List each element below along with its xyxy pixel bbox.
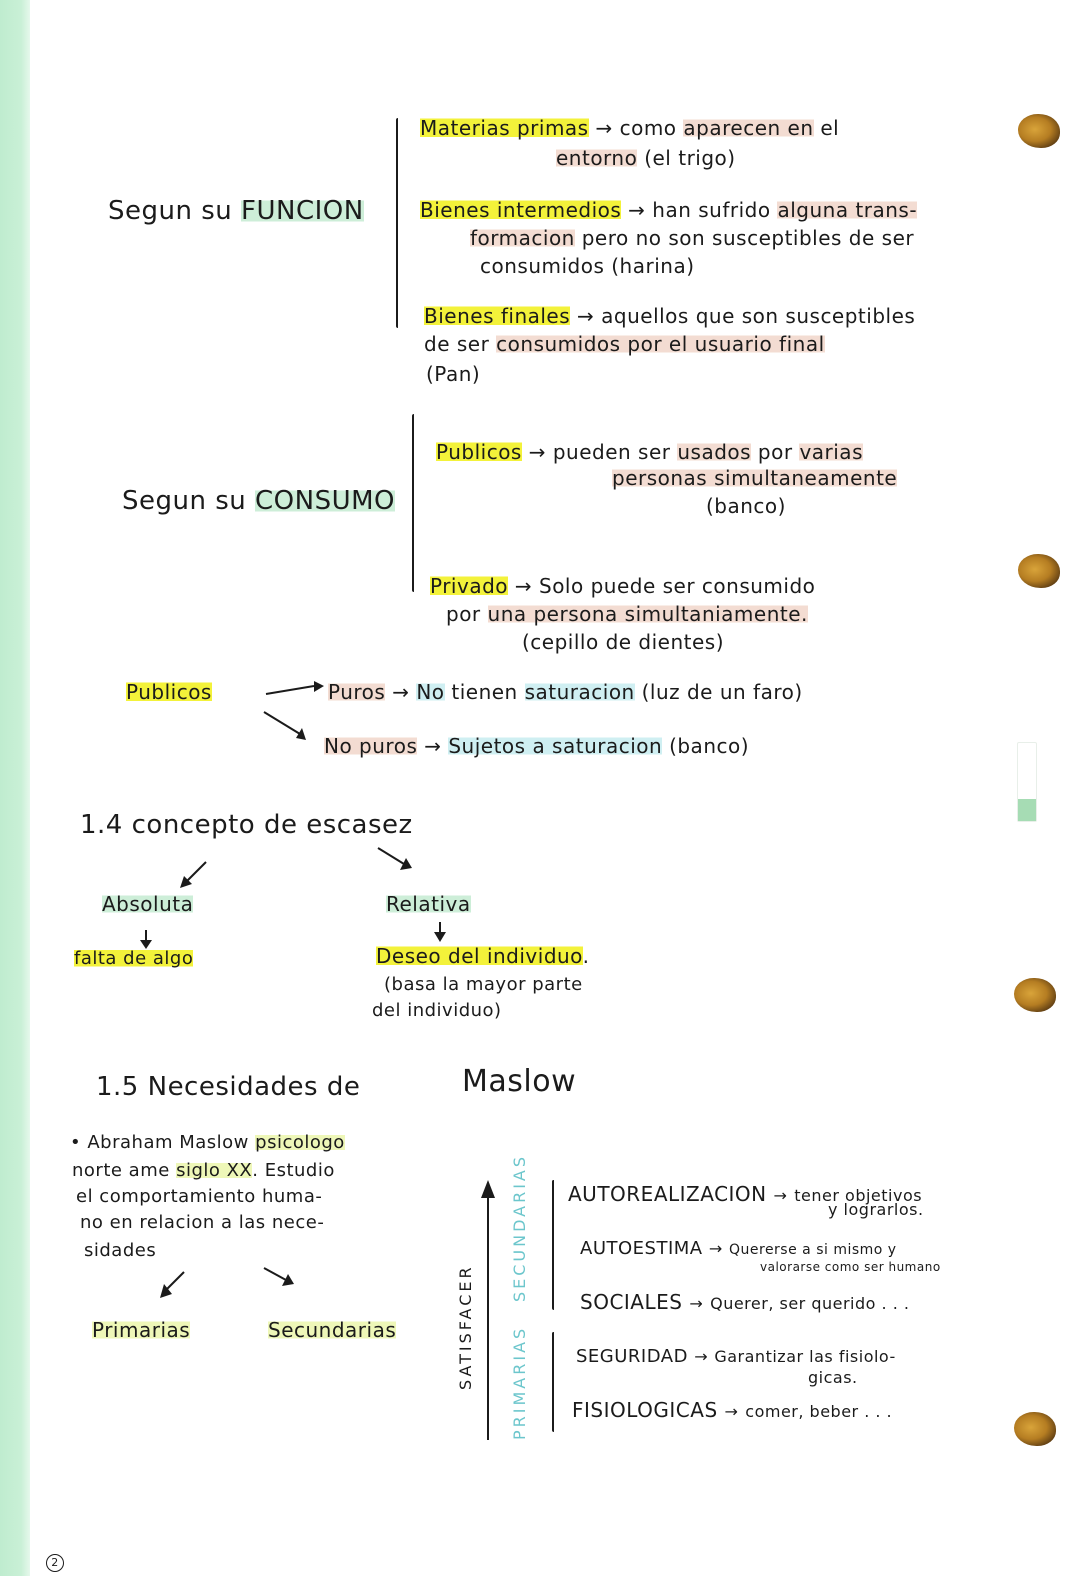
maslow-intro-line-3: el comportamiento huma- — [76, 1186, 323, 1207]
maslow-title: 1.5 Necesidades de — [96, 1072, 361, 1102]
primarias-brace — [552, 1332, 554, 1432]
level-seguridad: SEGURIDAD → Garantizar las fisiolo- — [576, 1346, 896, 1367]
secundarias-brace — [552, 1180, 554, 1310]
level-autorealizacion: AUTOREALIZACION → tener objetivos — [568, 1182, 923, 1206]
binder-hole-icon — [1014, 1412, 1056, 1446]
level-seguridad-desc2: gicas. — [808, 1368, 858, 1387]
relativa-label: Relativa — [386, 892, 471, 916]
type-secundarias: Secundarias — [268, 1318, 397, 1342]
publicos-consumo-line1: Publicos → pueden ser usados por varias — [436, 440, 863, 464]
funcion-brace — [396, 118, 398, 328]
escasez-title: 1.4 concepto de escasez — [80, 810, 413, 840]
level-autoestima-desc2: valorarse como ser humano — [760, 1260, 941, 1274]
consumo-label: Segun su CONSUMO — [122, 486, 396, 516]
bienes-intermedios-line2: formacion pero no son susceptibles de ser — [470, 226, 915, 250]
binder-hole-icon — [1018, 554, 1060, 588]
binder-hole-icon — [1018, 114, 1060, 148]
consumo-brace — [412, 414, 414, 592]
privado-line1: Privado → Solo puede ser consumido — [430, 574, 816, 598]
publicos-consumo-line2: personas simultaneamente — [612, 466, 898, 490]
bienes-intermedios-line1: Bienes intermedios → han sufrido alguna trans- — [420, 198, 918, 222]
materias-primas-line1: Materias primas → como aparecen en el — [420, 116, 840, 140]
branch-arrows-icon — [262, 680, 326, 750]
bienes-finales-line3: (Pan) — [426, 362, 481, 386]
relativa-note-1: (basa la mayor parte — [384, 974, 583, 995]
relativa-desc: Deseo del individuo. — [376, 944, 590, 968]
arrow-down-right-icon — [262, 1266, 298, 1290]
privado-line3: (cepillo de dientes) — [522, 630, 725, 654]
funcion-key: FUNCION — [241, 196, 364, 226]
page-number: 2 — [46, 1554, 64, 1572]
maslow-intro-line-1: • Abraham Maslow psicologo — [70, 1132, 345, 1153]
absoluta-desc: falta de algo — [74, 948, 194, 969]
level-fisiologicas: FISIOLOGICAS → comer, beber . . . — [572, 1398, 893, 1422]
absoluta-label: Absoluta — [102, 892, 194, 916]
satisfacer-label: SATISFACER — [456, 1264, 475, 1390]
arrow-down-left-icon — [176, 860, 216, 890]
level-sociales: SOCIALES → Querer, ser querido . . . — [580, 1290, 910, 1314]
materias-primas-line2: entorno (el trigo) — [556, 146, 736, 170]
notebook-margin-strip — [0, 0, 30, 1576]
arrow-down-right-icon — [376, 846, 416, 874]
type-primarias: Primarias — [92, 1318, 191, 1342]
maslow-intro-line-2: norte ame siglo XX. Estudio — [72, 1160, 335, 1181]
level-autorealizacion-desc2: y lograrlos. — [828, 1200, 924, 1219]
publicos-term: Publicos — [126, 680, 212, 704]
arrow-down-left-icon — [158, 1270, 188, 1300]
maslow-title-name: Maslow — [462, 1064, 577, 1099]
arrow-down-icon — [430, 922, 450, 944]
watermark-logo-icon — [1018, 799, 1036, 821]
puros-line: Puros → No tienen saturacion (luz de un faro) — [328, 680, 803, 704]
publicos-consumo-line3: (banco) — [706, 494, 786, 518]
maslow-intro-line-4: no en relacion a las nece- — [80, 1212, 325, 1233]
consumo-key: CONSUMO — [255, 486, 396, 516]
group-secundarias-label: SECUNDARIAS — [510, 1153, 529, 1302]
no-puros-line: No puros → Sujetos a saturacion (banco) — [324, 734, 750, 758]
satisfacer-axis-arrow-icon — [478, 1180, 498, 1442]
group-primarias-label: PRIMARIAS — [510, 1325, 529, 1440]
maslow-intro-line-5: sidades — [84, 1240, 157, 1261]
funcion-label: Segun su FUNCION — [108, 196, 364, 226]
arrow-down-icon — [136, 930, 156, 950]
bienes-finales-line1: Bienes finales → aquellos que son susceptibles — [424, 304, 916, 328]
level-autoestima: AUTOESTIMA → Quererse a si mismo y — [580, 1238, 897, 1259]
relativa-note-2: del individuo) — [372, 1000, 502, 1021]
binder-hole-icon — [1014, 978, 1056, 1012]
watermark-tab — [1017, 742, 1037, 822]
bienes-intermedios-line3: consumidos (harina) — [480, 254, 695, 278]
privado-line2: por una persona simultaniamente. — [446, 602, 808, 626]
bienes-finales-line2: de ser consumidos por el usuario final — [424, 332, 825, 356]
